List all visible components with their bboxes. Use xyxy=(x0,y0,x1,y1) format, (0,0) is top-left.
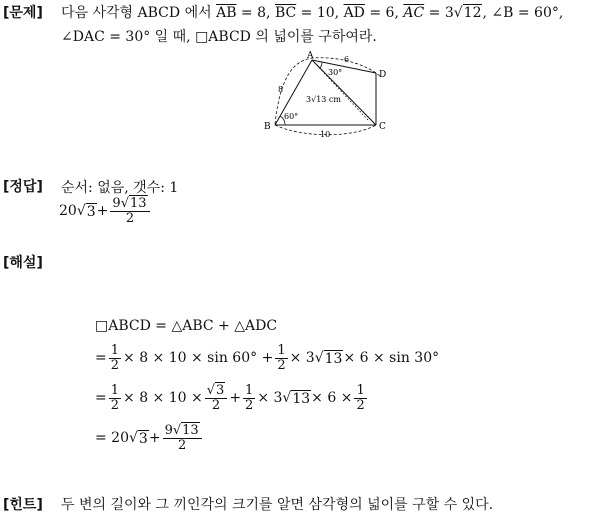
l4-fraction xyxy=(163,424,202,452)
l3-f2-num: 1 xyxy=(245,383,254,398)
l2-frac-2 xyxy=(275,344,287,372)
answer-expr-a: 20 xyxy=(59,203,77,220)
sqrt-sign: √ xyxy=(172,423,182,438)
sqrt-12: 12 xyxy=(463,5,482,21)
l3-f3-num: 3 xyxy=(216,383,225,398)
sqrt-sign: √ xyxy=(76,203,86,220)
l3-f2-den: 2 xyxy=(245,397,254,413)
label-bc-length: 10 xyxy=(320,130,331,139)
problem-line-1 xyxy=(61,2,563,22)
label-b: B xyxy=(264,122,271,132)
answer-plus: + xyxy=(96,203,109,220)
explanation-line-3 xyxy=(95,384,369,412)
segment-ad: $\overline{AD}$ xyxy=(343,5,365,21)
l2-f1-den: 2 xyxy=(110,357,120,373)
label-angle-b: 60° xyxy=(284,112,299,121)
l3-f1-den: 2 xyxy=(110,397,120,413)
label-a: A xyxy=(307,51,314,61)
problem-text-t3: = 6, xyxy=(364,5,404,21)
segment-ab: $\overline{AB}$ xyxy=(216,5,237,21)
diagonal-ac xyxy=(312,60,376,125)
problem-line-2: ∠DAC = 30° 일 때, □ABCD 의 넓이를 구하여라. xyxy=(61,29,377,45)
problem-text-t2: = 10, xyxy=(296,5,344,21)
l3-m4: × 6 × xyxy=(311,390,353,407)
sqrt-sign: √ xyxy=(206,383,216,398)
answer-frac-den: 2 xyxy=(125,210,135,226)
l2-f2-den: 2 xyxy=(277,357,286,373)
label-c: C xyxy=(379,122,386,132)
l2-eq: = xyxy=(95,350,107,367)
answer-frac-num-sqrt: 13 xyxy=(129,196,147,211)
explanation-tag: [해설] xyxy=(3,255,43,271)
problem-text-t1: = 8, xyxy=(236,5,275,21)
l3-m3: × 3 xyxy=(257,390,283,407)
l4-eq: = 20 xyxy=(95,430,129,447)
sqrt-sign: √ xyxy=(282,390,292,407)
l4-num-a: 9 xyxy=(164,423,173,438)
l2-frac-1 xyxy=(109,344,121,372)
label-angle-a: 30° xyxy=(328,68,343,77)
l2-m1: × 8 × 10 × sin 60° + xyxy=(123,350,274,367)
l3-frac-1 xyxy=(109,384,121,412)
l3-f3-den: 2 xyxy=(211,397,221,413)
sqrt-sign: √ xyxy=(129,430,138,447)
label-d: D xyxy=(379,70,387,80)
l3-frac-2 xyxy=(243,384,255,412)
l4-den: 2 xyxy=(178,437,187,453)
l2-f2-num: 1 xyxy=(277,343,286,358)
segment-ac: $\overline{AC}$ xyxy=(403,5,425,21)
l3-f4-num: 1 xyxy=(356,383,365,398)
hint-tag: [힌트] xyxy=(3,497,43,513)
l3-f4-den: 2 xyxy=(356,397,365,413)
problem-text-t5: , ∠B = 60°, xyxy=(482,5,564,21)
l2-m3: × 6 × sin 30° xyxy=(343,350,440,367)
sqrt-sign: √ xyxy=(314,350,324,367)
l2-sqrt-13: 13 xyxy=(324,350,343,367)
l2-m2: × 3 xyxy=(289,350,315,367)
answer-line-1: 순서: 없음, 갯수: 1 xyxy=(61,180,179,196)
answer-frac-num-a: 9 xyxy=(112,196,121,211)
l4-sqrt-3: 3 xyxy=(138,430,148,447)
l3-frac-sqrt3 xyxy=(205,384,228,412)
l3-m1: × 8 × 10 × xyxy=(123,390,203,407)
angle-a-arc xyxy=(320,62,322,68)
sqrt-sign: √ xyxy=(120,196,129,211)
l2-f1-num: 1 xyxy=(110,343,120,358)
answer-fraction xyxy=(110,197,149,225)
explanation-line-4 xyxy=(95,424,204,452)
l3-frac-4 xyxy=(354,384,366,412)
segment-bc: $\overline{BC}$ xyxy=(274,5,297,21)
l3-sqrt-13: 13 xyxy=(292,390,311,407)
l3-f1-num: 1 xyxy=(110,383,120,398)
hint-text: 두 변의 길이와 그 끼인각의 크기를 알면 삼각형의 넓이를 구할 수 있다. xyxy=(61,497,494,513)
problem-tag: [문제] xyxy=(3,5,43,21)
l3-eq: = xyxy=(95,390,107,407)
explanation-line-1: □ABCD = △ABC + △ADC xyxy=(95,318,278,334)
explanation-line-2 xyxy=(95,344,439,372)
l3-m2: + xyxy=(229,390,242,407)
problem-text-t4: = 3 xyxy=(424,5,454,21)
answer-expression xyxy=(59,197,152,225)
answer-tag: [정답] xyxy=(3,179,43,195)
answer-sqrt-3: 3 xyxy=(86,203,96,220)
sqrt-sign: √ xyxy=(453,5,463,21)
label-ad-length: 6 xyxy=(344,55,350,64)
label-ab-length: 8 xyxy=(278,85,284,94)
label-ac-length: 3√13 cm xyxy=(306,95,341,104)
problem-text-pre: 다음 사각형 ABCD 에서 xyxy=(61,5,217,21)
l4-plus: + xyxy=(148,430,161,447)
l4-num-sqrt: 13 xyxy=(182,423,199,438)
quadrilateral-figure xyxy=(258,48,398,140)
